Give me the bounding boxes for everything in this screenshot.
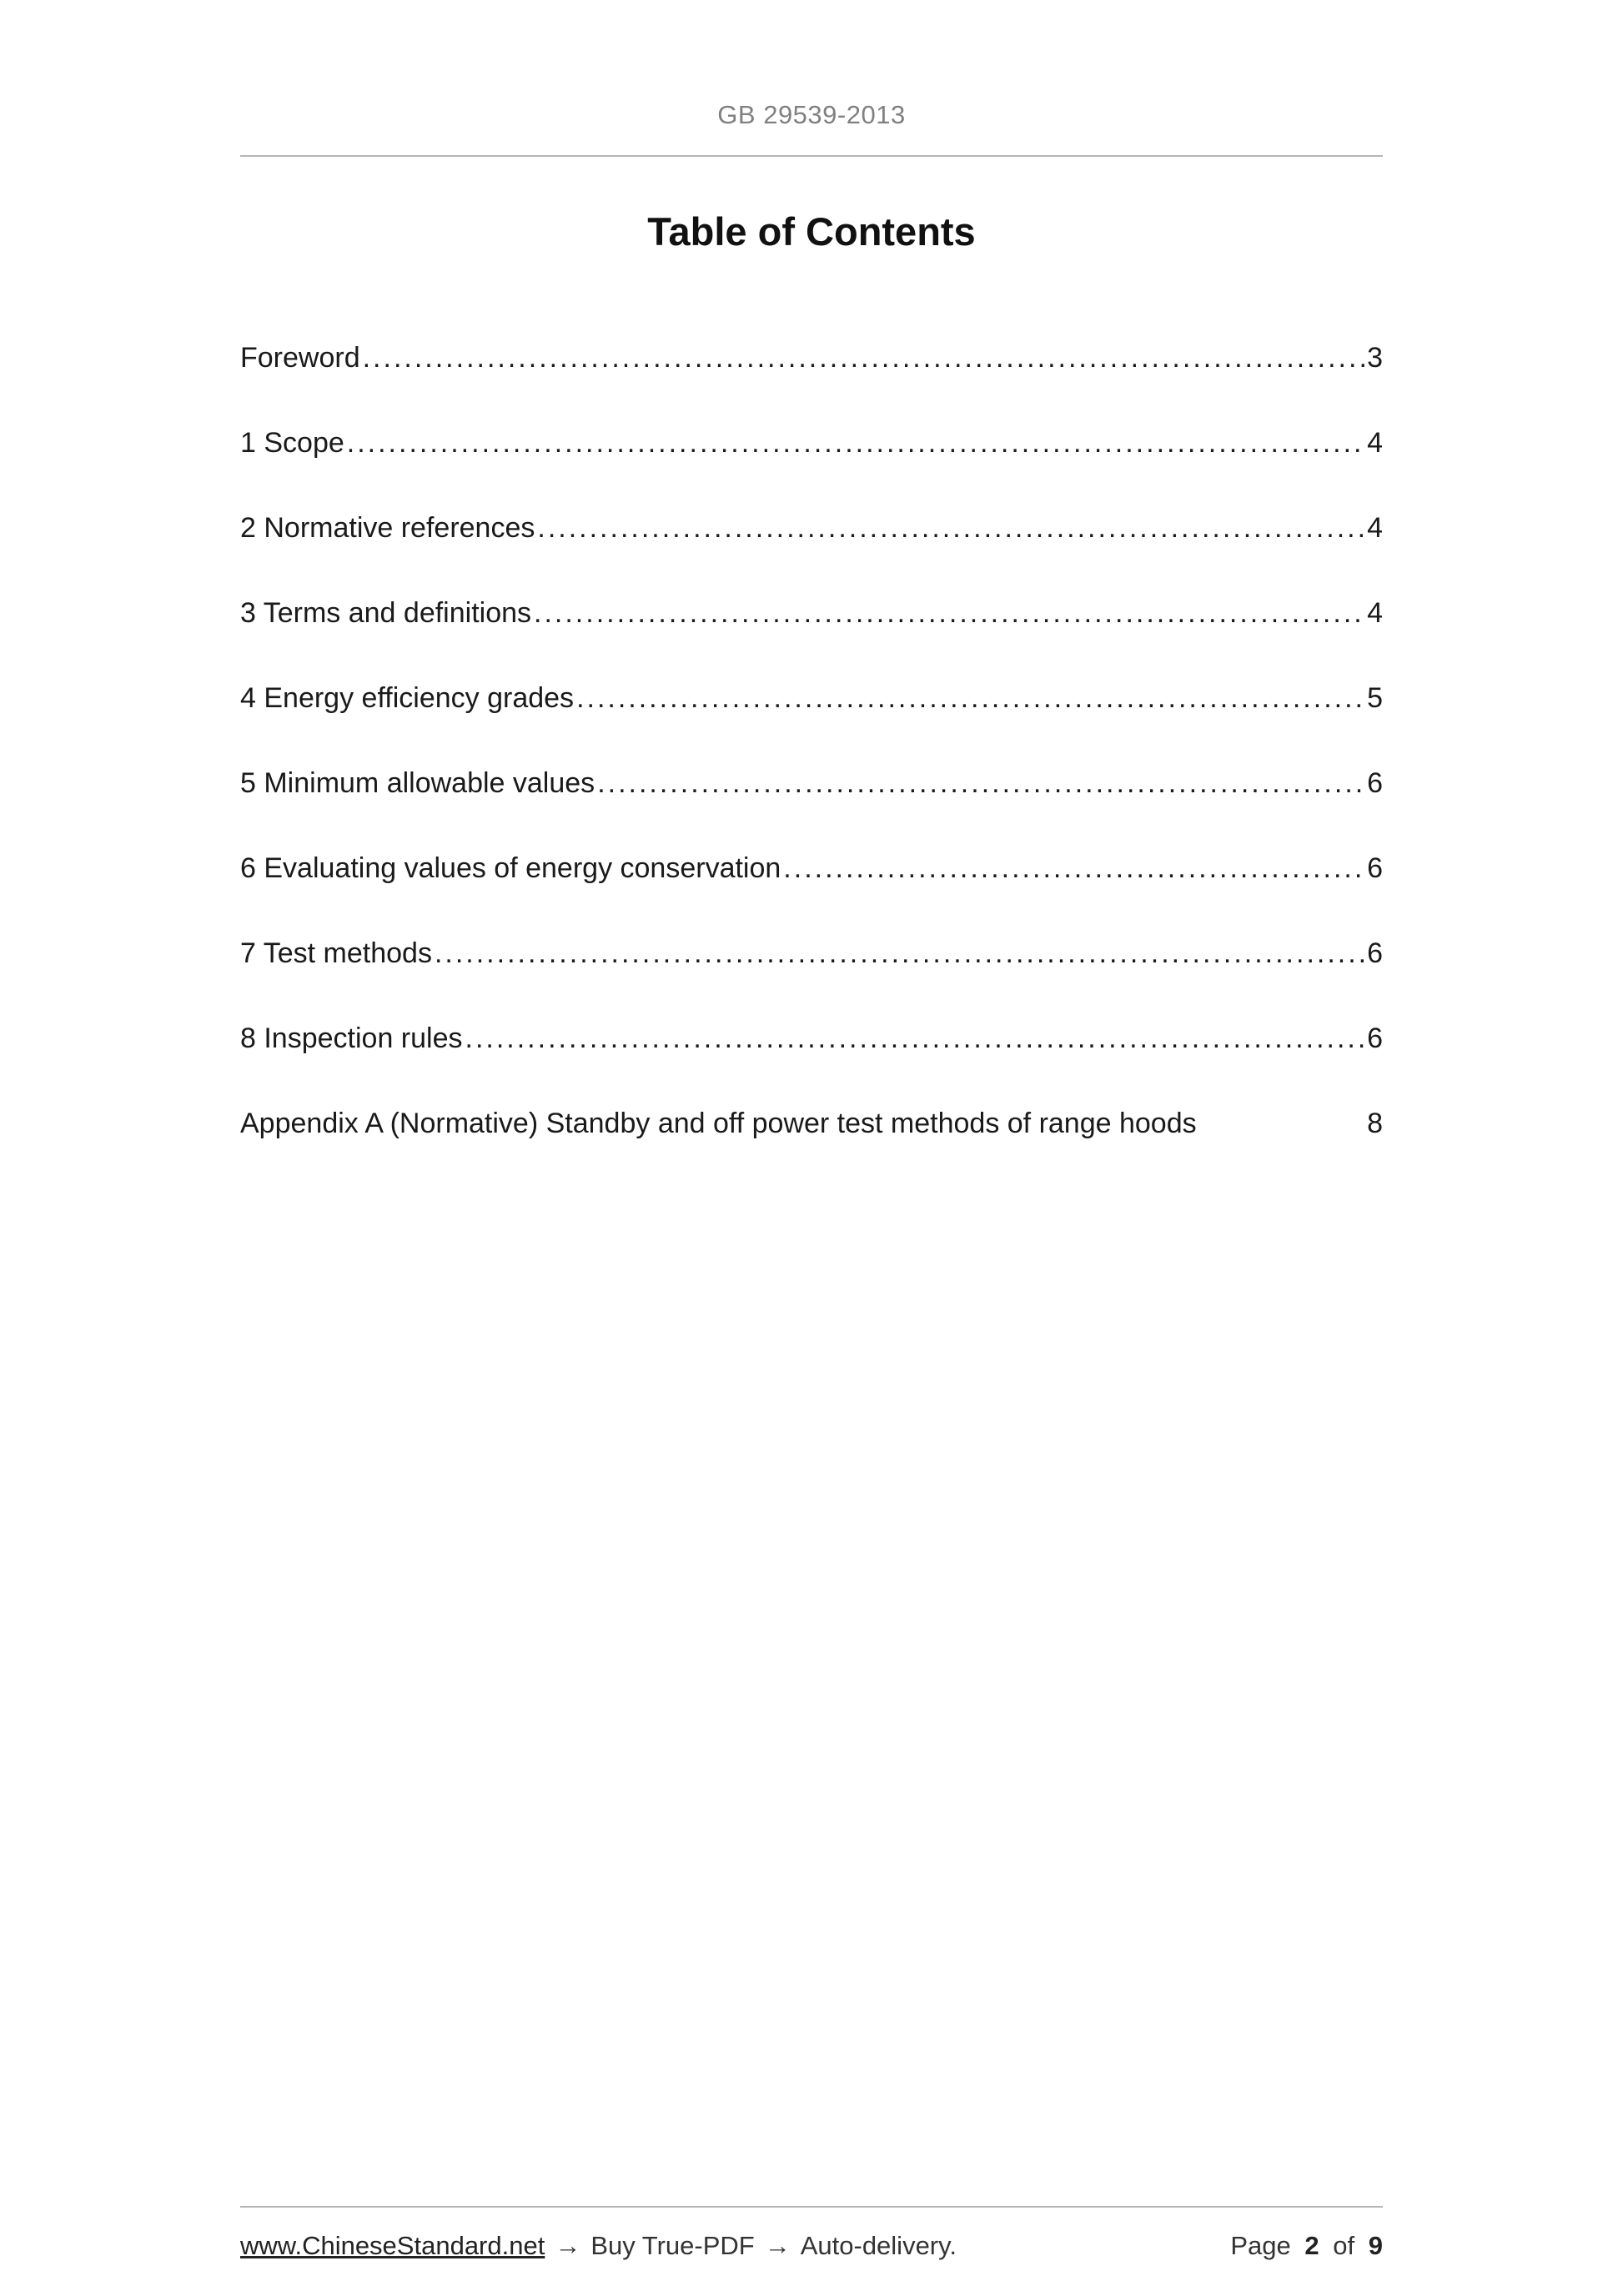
toc-entry-label: 4 Energy efficiency grades xyxy=(240,682,575,714)
toc-entry-label: Foreword xyxy=(240,342,360,374)
toc-entry-minimum-allowable-values xyxy=(240,766,1383,801)
page-title: Table of Contents xyxy=(647,209,976,254)
toc-leader-dots xyxy=(534,596,1364,631)
footer-site-link[interactable]: www.ChineseStandard.net xyxy=(240,2231,545,2260)
toc-entry-terms-definitions xyxy=(240,596,1383,631)
toc-entry-foreword xyxy=(240,341,1383,375)
toc-entry-page: 8 xyxy=(1367,1108,1383,1139)
toc-leader-dots xyxy=(347,426,1364,460)
footer-promo xyxy=(240,2231,957,2261)
toc-entry-evaluating-values xyxy=(240,852,1383,886)
toc-entry-page: 4 xyxy=(1367,597,1383,629)
page-footer xyxy=(240,2206,1383,2261)
toc-entry-page: 5 xyxy=(1367,682,1383,714)
arrow-right-icon: → xyxy=(764,2231,791,2260)
toc-entry-test-methods xyxy=(240,937,1383,971)
footer-delivery-text: Auto-delivery. xyxy=(800,2231,957,2260)
toc-leader-dots xyxy=(537,511,1364,545)
table-of-contents xyxy=(240,341,1383,1141)
toc-entry-scope xyxy=(240,426,1383,460)
toc-entry-label: 5 Minimum allowable values xyxy=(240,767,595,799)
toc-entry-energy-efficiency-grades xyxy=(240,681,1383,716)
toc-entry-label: 8 Inspection rules xyxy=(240,1022,463,1054)
document-number: GB 29539-2013 xyxy=(717,100,906,129)
toc-leader-dots xyxy=(363,341,1364,375)
toc-entry-label: 6 Evaluating values of energy conservation xyxy=(240,852,781,884)
toc-entry-label: Appendix A (Normative) Standby and off power test methods of range hoods xyxy=(240,1108,1197,1139)
toc-leader-dots xyxy=(465,1022,1365,1056)
toc-entry-normative-references xyxy=(240,511,1383,545)
toc-leader-dots xyxy=(576,681,1364,716)
toc-leader-dots xyxy=(597,766,1364,801)
page-total: 9 xyxy=(1368,2231,1383,2260)
toc-entry-page: 6 xyxy=(1367,1022,1383,1054)
arrow-right-icon: → xyxy=(555,2231,581,2260)
footer-buy-text: Buy True-PDF xyxy=(590,2231,755,2260)
toc-entry-label: 7 Test methods xyxy=(240,937,432,969)
toc-entry-page: 6 xyxy=(1367,852,1383,884)
of-label: of xyxy=(1333,2231,1355,2260)
toc-entry-label: 3 Terms and definitions xyxy=(240,597,532,629)
page-indicator xyxy=(1230,2231,1383,2261)
toc-entry-page: 6 xyxy=(1367,767,1383,799)
page-header xyxy=(240,0,1383,157)
toc-entry-page: 4 xyxy=(1367,427,1383,459)
toc-entry-label: 1 Scope xyxy=(240,427,344,459)
toc-entry-appendix-a xyxy=(240,1107,1383,1141)
page-current: 2 xyxy=(1304,2231,1319,2260)
toc-entry-page: 3 xyxy=(1367,342,1383,374)
toc-entry-page: 6 xyxy=(1367,937,1383,969)
toc-entry-page: 4 xyxy=(1367,512,1383,544)
toc-leader-dots xyxy=(783,852,1364,886)
page-label: Page xyxy=(1230,2231,1291,2260)
toc-entry-inspection-rules xyxy=(240,1022,1383,1056)
toc-entry-label: 2 Normative references xyxy=(240,512,535,544)
toc-leader-dots xyxy=(435,937,1364,971)
